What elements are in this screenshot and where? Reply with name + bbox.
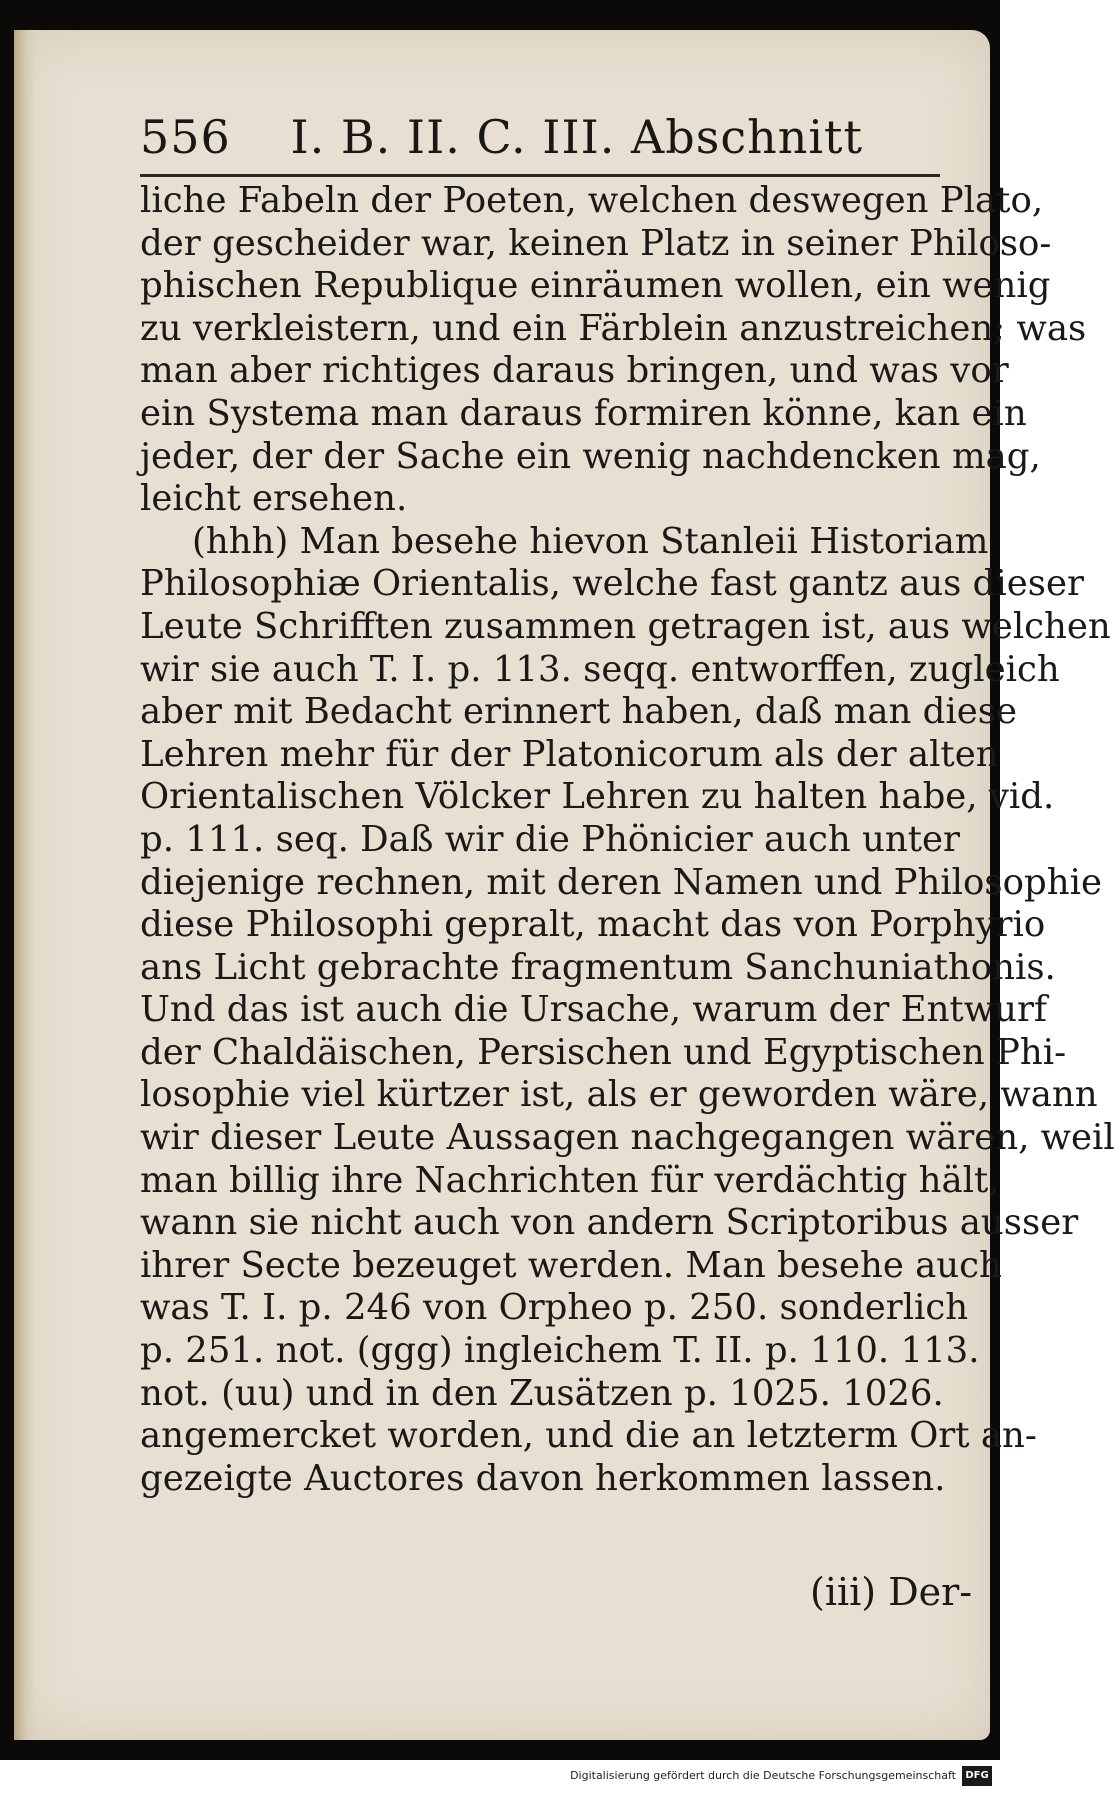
- text-line: jeder, der der Sache ein wenig nachdencken mag,: [140, 435, 1041, 477]
- text-line: zu verkleistern, und ein Färblein anzustreichen; was: [140, 307, 1087, 349]
- text-line: diejenige rechnen, mit deren Namen und Philosophie: [140, 861, 1102, 903]
- page-gutter: [14, 30, 36, 1740]
- text-line: Leute Schrifften zusammen getragen ist, aus welchen: [140, 605, 1111, 647]
- text-line: was T. I. p. 246 von Orpheo p. 250. sonderlich: [140, 1287, 969, 1329]
- text-line: angemercket worden, und die an letzterm Ort an-: [140, 1415, 1037, 1457]
- page-number: 556: [140, 110, 231, 164]
- text-line: Orientalischen Völcker Lehren zu halten habe, vid.: [140, 776, 1055, 818]
- text-line: p. 111. seq. Daß wir die Phönicier auch unter: [140, 818, 961, 860]
- text-line: der Chaldäischen, Persischen und Egyptischen Phi-: [140, 1031, 1067, 1073]
- dfg-logo: DFG: [962, 1766, 992, 1786]
- footer-bar: [0, 1760, 1000, 1795]
- text-line: wir dieser Leute Aussagen nachgegangen wären, weil: [140, 1117, 1115, 1159]
- text-line: liche Fabeln der Poeten, welchen deswegen Plato,: [140, 180, 1044, 221]
- footnote-start-hhh: (hhh) Man besehe hievon Stanleii Historiam: [192, 520, 989, 562]
- catchword: (iii) Der-: [810, 1570, 973, 1614]
- text-line: Und das ist auch die Ursache, warum der Entwurf: [140, 989, 1048, 1031]
- text-line: man aber richtiges daraus bringen, und was vor: [140, 350, 1009, 392]
- running-header: [140, 110, 940, 177]
- text-line: ein Systema man daraus formiren könne, kan ein: [140, 392, 1027, 434]
- text-line: wir sie auch T. I. p. 113. seqq. entworffen, zugleich: [140, 648, 1060, 690]
- running-head: I. B. II. C. III. Abschnitt: [290, 110, 864, 164]
- text-line: leicht ersehen.: [140, 478, 408, 520]
- text-line: Philosophiæ Orientalis, welche fast gantz aus dieser: [140, 563, 1084, 605]
- text-line: ans Licht gebrachte fragmentum Sanchuniathonis.: [140, 946, 1056, 988]
- text-line: phischen Republique einräumen wollen, ein wenig: [140, 265, 1051, 307]
- text-line: losophie viel kürtzer ist, als er geworden wäre, wann: [140, 1074, 1098, 1116]
- text-line: aber mit Bedacht erinnert haben, daß man diese: [140, 691, 1017, 733]
- text-line: der gescheider war, keinen Platz in seiner Philoso-: [140, 222, 1052, 264]
- text-line: ihrer Secte bezeuget werden. Man besehe auch: [140, 1244, 1002, 1286]
- page-body: [140, 180, 1115, 1500]
- text-line: wann sie nicht auch von andern Scriptoribus ausser: [140, 1202, 1079, 1244]
- text-line: Lehren mehr für der Platonicorum als der alten: [140, 733, 999, 775]
- text-line: man billig ihre Nachrichten für verdächtig hält,: [140, 1159, 1000, 1201]
- text-line: p. 251. not. (ggg) ingleichem T. II. p. 110. 113.: [140, 1330, 980, 1372]
- text-line: gezeigte Auctores davon herkommen lassen.: [140, 1457, 946, 1499]
- text-line: diese Philosophi gepralt, macht das von Porphyrio: [140, 904, 1046, 946]
- text-line: not. (uu) und in den Zusätzen p. 1025. 1026.: [140, 1372, 944, 1414]
- digitization-credit: Digitalisierung gefördert durch die Deutsche Forschungsgemeinschaft: [570, 1769, 956, 1782]
